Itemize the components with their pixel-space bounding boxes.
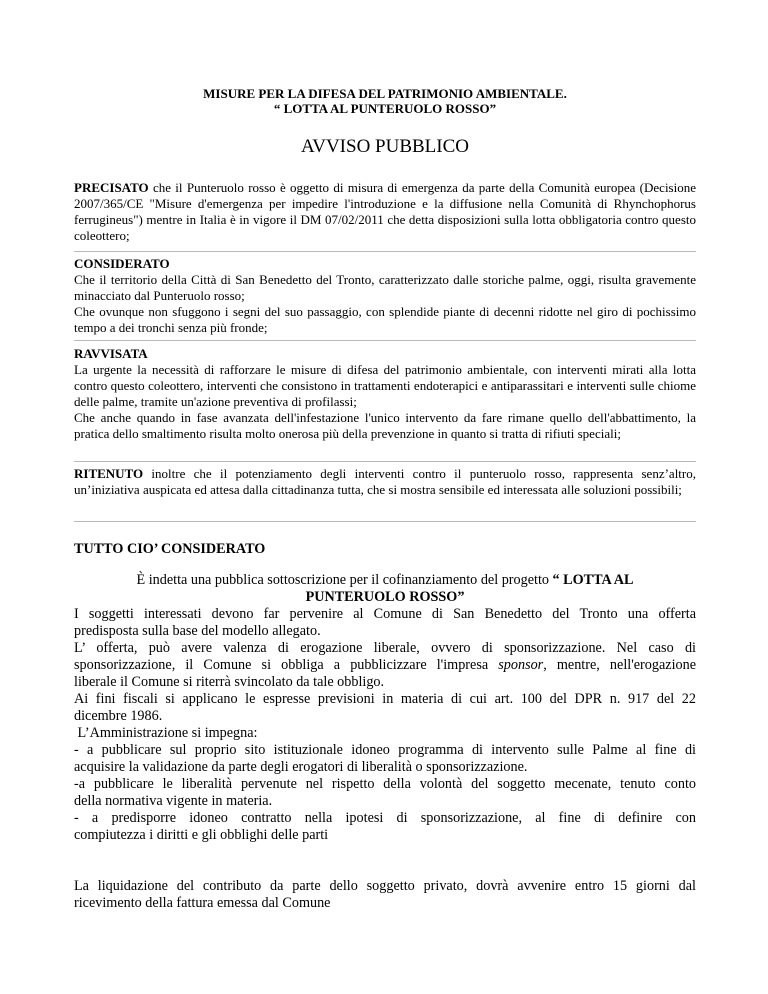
project-name-part-2: PUNTERUOLO ROSSO” [305, 589, 465, 605]
divider [74, 461, 696, 462]
sponsor-term: sponsor [498, 657, 544, 673]
body-line: dicembre 1986. [74, 708, 163, 724]
ravvisata-paragraph-1: La urgente la necessità di rafforzare le misure di difesa del patrimonio ambientale, con interventi mirati alla lotta contro questo coleottero, interventi che consistono in trattamenti endoterapici e antiparassitari e interventi sulle chiome delle palme, tramite un'azione preventiva di profilassi; [74, 362, 696, 409]
ravvisata-paragraph-2: Che anche quando in fase avanzata dell'infestazione l'unico intervento da fare rimane quello dell'abbattimento, la pratica dello smaltimento risulta molto onerosa più della prevenzione in quanto si tratta di rifiuti speciali; [74, 410, 696, 441]
indetta-line-1 [74, 572, 696, 589]
body-line: I soggetti interessati devono far pervenire al Comune di San Benedetto del Tronto una offerta [74, 606, 696, 622]
ritenuto-label: RITENUTO [74, 466, 144, 481]
body-line [74, 657, 696, 674]
ritenuto-paragraph [74, 466, 696, 498]
precisato-label: PRECISATO [74, 180, 149, 195]
considerato-label: CONSIDERATO [74, 256, 170, 271]
precisato-text: che il Punteruolo rosso è oggetto di misura di emergenza da parte della Comunità europea (Decisione 2007/365/CE "Misure d'emergenza per impedire l'introduzione e la diffusione nella Comunità di Rhynchophorus ferrugineus") mentre in Italia è in vigore il DM 07/02/2011 che detta disposizioni sulla lotta obbligatoria contro questo coleottero; [74, 180, 696, 243]
liquidazione-line-1: La liquidazione del contributo da parte dello soggetto privato, dovrà avvenire entro 15 giorni dal [74, 878, 696, 894]
body-line: L’Amministrazione si impegna: [74, 725, 258, 741]
body-line: compiutezza i diritti e gli obblighi delle parti [74, 827, 329, 843]
header-line-1: MISURE PER LA DIFESA DEL PATRIMONIO AMBIENTALE. [203, 86, 567, 101]
body-line: della normativa vigente in materia. [74, 793, 273, 809]
body-line: predisposta sulla base del modello allegato. [74, 623, 321, 639]
liquidazione-line-2: ricevimento della fattura emessa dal Comune [74, 895, 331, 911]
project-name-part-1: “ LOTTA AL [552, 572, 634, 588]
ritenuto-text: inoltre che il potenziamento degli interventi contro il punteruolo rosso, rappresenta senz’altro, un’iniziativa auspicata ed attesa dalla cittadinanza tutta, che si mostra sensibile ed interessata alle soluzioni possibili; [74, 466, 696, 497]
precisato-paragraph [74, 180, 696, 244]
body-line: L’ offerta, può avere valenza di erogazione liberale, ovvero di sponsorizzazione. Nel caso di [74, 640, 696, 656]
considerato-paragraph-2: Che ovunque non sfuggono i segni del suo passaggio, con splendide piante di decenni ridotte nel giro di pochissimo tempo a dei tronchi senza più fronde; [74, 304, 696, 335]
body-line: - a predisporre idoneo contratto nella ipotesi di sponsorizzazione, al fine di definire con [74, 810, 696, 826]
divider [74, 251, 696, 252]
ravvisata-label: RAVVISATA [74, 346, 148, 361]
considerato-paragraph-1: Che il territorio della Città di San Benedetto del Tronto, caratterizzato dalle storiche palme, oggi, risulta gravemente minacciato dal Punteruolo rosso; [74, 272, 696, 303]
body-line: Ai fini fiscali si applicano le espresse previsioni in materia di cui art. 100 del DPR n. 917 del 22 [74, 691, 696, 707]
document-title: AVVISO PUBBLICO [300, 136, 470, 157]
divider [74, 521, 696, 522]
tutto-considerato-heading: TUTTO CIO’ CONSIDERATO [74, 541, 266, 557]
body-line: -a pubblicare le liberalità pervenute nel rispetto della volontà del soggetto mecenate, tenuto conto [74, 776, 696, 792]
body-line: acquisire la validazione da parte degli erogatori di liberalità o sponsorizzazione. [74, 759, 528, 775]
indetta-text: È indetta una pubblica sottoscrizione per il cofinanziamento del progetto [136, 572, 553, 588]
body-text: sponsorizzazione, il Comune si obbliga a pubblicizzare l'impresa [74, 657, 499, 673]
body-line: - a pubblicare sul proprio sito istituzionale idoneo programma di intervento sulle Palme al fine di [74, 742, 696, 758]
body-line: liberale il Comune si riterrà svincolato da tale obbligo. [74, 674, 385, 690]
body-text: , mentre, nell'erogazione [543, 657, 696, 673]
header-line-2: “ LOTTA AL PUNTERUOLO ROSSO” [273, 101, 497, 116]
divider [74, 340, 696, 341]
